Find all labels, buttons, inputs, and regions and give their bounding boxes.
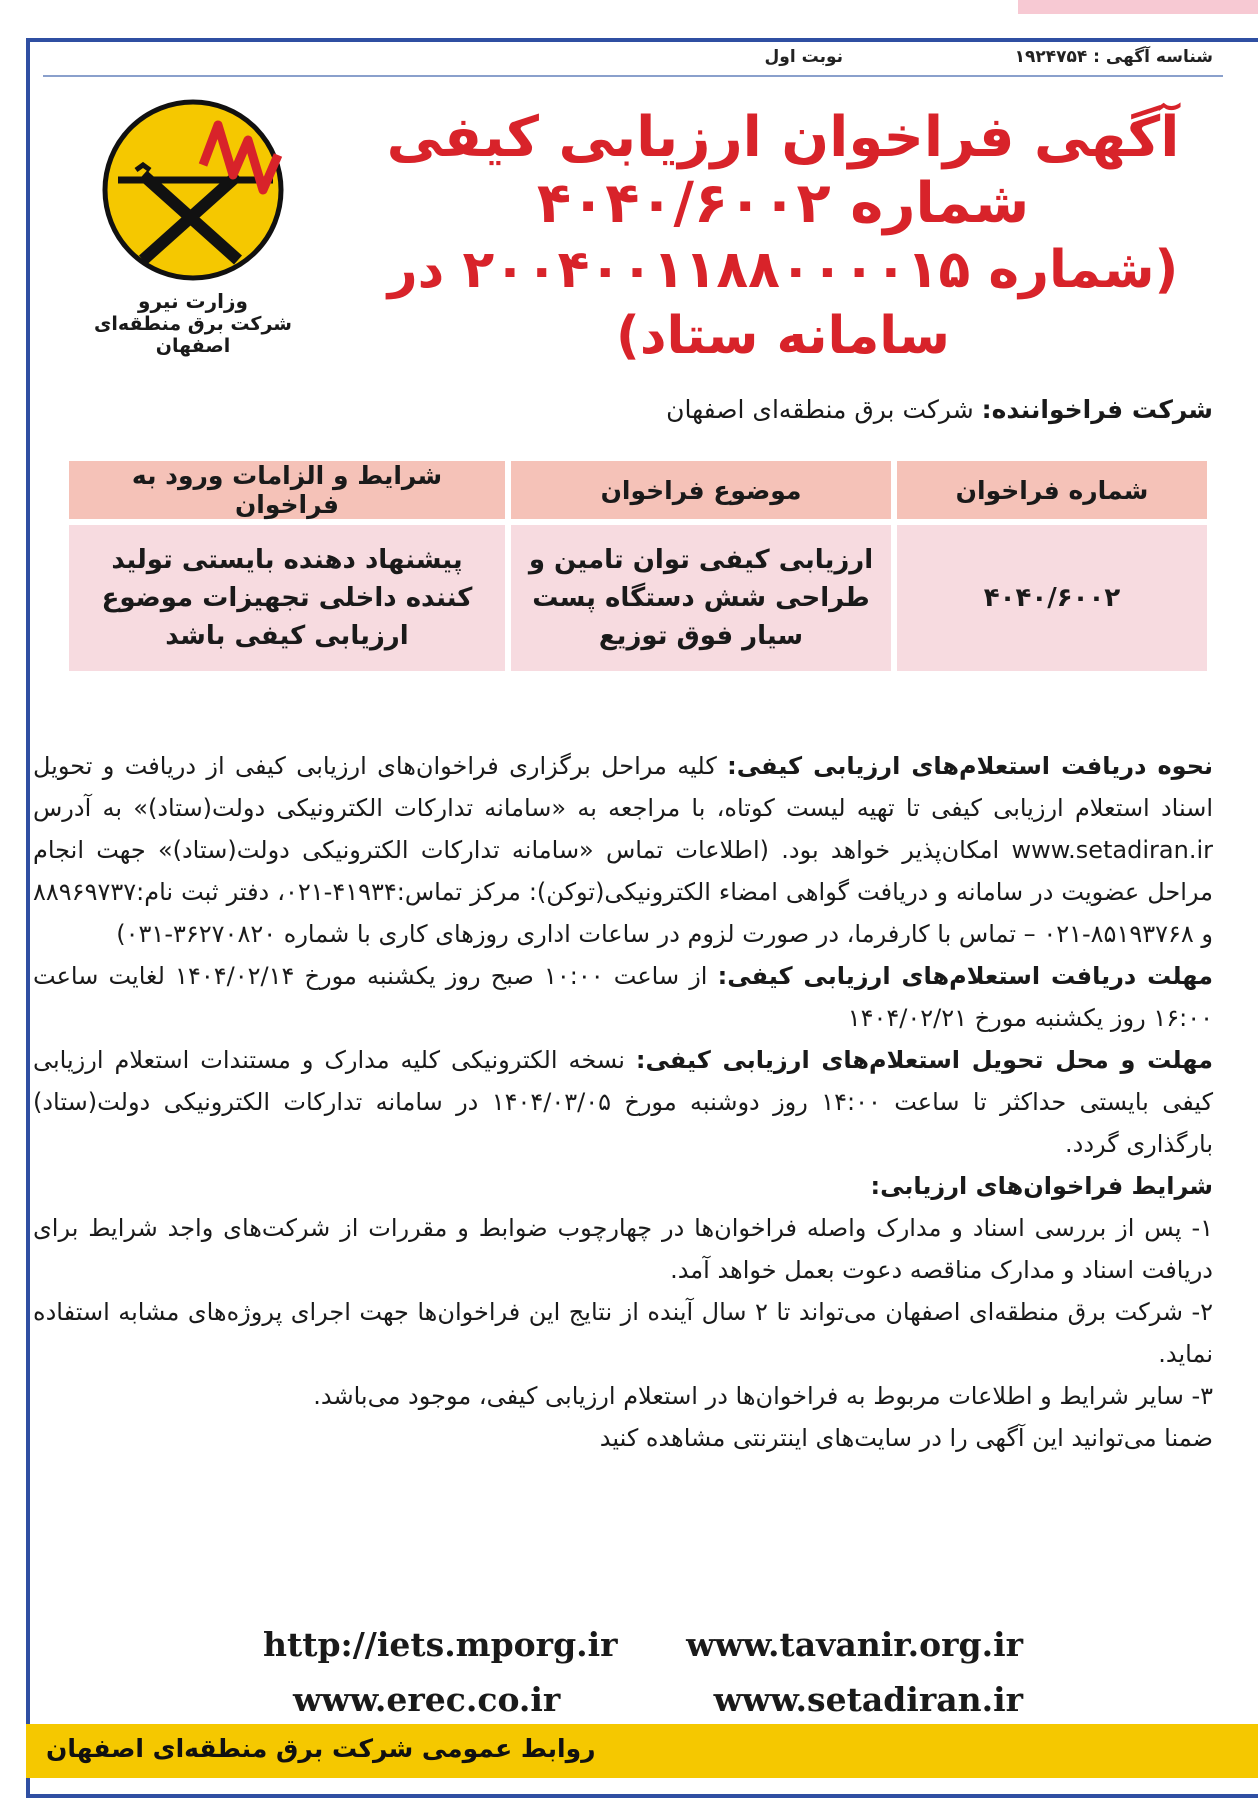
meta-divider xyxy=(43,75,1223,77)
logo-ministry: وزارت نیرو xyxy=(138,289,248,313)
websites-note: ضمنا می‌توانید این آگهی را در سایت‌های اینترنتی مشاهده کنید xyxy=(599,1424,1213,1452)
cell-number: ۴۰۴۰/۶۰۰۲ xyxy=(897,525,1207,671)
ad-title xyxy=(333,105,1233,369)
caller-value: شرکت برق منطقه‌ای اصفهان xyxy=(666,395,974,424)
top-highlight xyxy=(1018,0,1258,14)
condition-item: ۳- سایر شرایط و اطلاعات مربوط به فراخوان‌ها در استعلام ارزیابی کیفی، موجود می‌باشد. xyxy=(313,1382,1213,1410)
link-erec[interactable]: www.erec.co.ir xyxy=(293,1680,561,1719)
top-cropped-strip xyxy=(0,0,1258,14)
ad-meta xyxy=(43,47,1213,71)
condition-item: ۲- شرکت برق منطقه‌ای اصفهان می‌تواند تا ۲ سال آینده از نتایج این فراخوان‌ها جهت اجرای پروژه‌های مشابه استفاده نماید. xyxy=(33,1298,1214,1368)
deadline-title: مهلت دریافت استعلام‌های ارزیابی کیفی: xyxy=(717,962,1214,990)
header-conditions: شرایط و الزامات ورود به فراخوان xyxy=(69,461,505,519)
title-line-2: شماره ۴۰۴۰/۶۰۰۲ xyxy=(536,171,1030,236)
table-row xyxy=(69,525,1207,671)
receive-title: نحوه دریافت استعلام‌های ارزیابی کیفی: xyxy=(727,752,1213,780)
receive-paragraph xyxy=(33,745,1213,955)
header-number: شماره فراخوان xyxy=(897,461,1207,519)
ad-round: نوبت اول xyxy=(764,47,843,67)
table-header-row xyxy=(69,461,1207,519)
website-links xyxy=(93,1625,1193,1735)
title-line-1: آگهی فراخوان ارزیابی کیفی xyxy=(386,105,1180,170)
power-company-logo-icon xyxy=(88,95,298,285)
ad-body xyxy=(33,745,1213,1459)
header-subject: موضوع فراخوان xyxy=(511,461,891,519)
delivery-paragraph xyxy=(33,1039,1213,1165)
deadline-paragraph xyxy=(33,955,1213,1039)
footer-text: روابط عمومی شرکت برق منطقه‌ای اصفهان xyxy=(46,1734,596,1763)
conditions-title: شرایط فراخوان‌های ارزیابی: xyxy=(870,1172,1213,1200)
tender-table xyxy=(63,455,1213,677)
footer-bar xyxy=(26,1724,1258,1778)
cell-subject: ارزیابی کیفی توان تامین و طراحی شش دستگاه پست سیار فوق توزیع xyxy=(511,525,891,671)
cell-conditions: پیشنهاد دهنده بایستی تولید کننده داخلی تجهیزات موضوع ارزیابی کیفی باشد xyxy=(69,525,505,671)
caller-label: شرکت فراخواننده: xyxy=(981,395,1213,424)
delivery-text: نسخه الکترونیکی کلیه مدارک و مستندات استعلام ارزیابی کیفی بایستی حداکثر تا ساعت ۱۴:۰۰ روز دوشنبه مورخ ۱۴۰۴/۰۳/۰۵ در سامانه تدارکات الکترونیکی دولت(ستاد) بارگذاری گردد. xyxy=(33,1046,1214,1158)
ad-content xyxy=(33,45,1223,1723)
link-iets[interactable]: http://iets.mporg.ir xyxy=(263,1625,618,1664)
logo-company: شرکت برق منطقه‌ای اصفهان xyxy=(94,313,292,357)
logo-block xyxy=(58,95,328,357)
title-line-3: (شماره ۲۰۰۴۰۰۱۱۸۸۰۰۰۰۱۵ در سامانه ستاد) xyxy=(387,240,1179,366)
deadline-text: از ساعت ۱۰:۰۰ صبح روز یکشنبه مورخ ۱۴۰۴/۰۲/۱۴ لغایت ساعت ۱۶:۰۰ روز یکشنبه مورخ ۱۴۰۴/۰۲/۲۱ xyxy=(33,962,1213,1032)
caller-line xyxy=(666,395,1213,424)
receive-text: کلیه مراحل برگزاری فراخوان‌های ارزیابی کیفی از دریافت و تحویل اسناد استعلام ارزیابی کیفی تا تهیه لیست کوتاه، با مراجعه به «سامانه تدارکات الکترونیکی دولت(ستاد)» به آدرس www.setadiran.ir امکان‌پذیر خواهد بود. (اطلاعات تماس «سامانه تدارکات الکترونیکی دولت(ستاد)» جهت انجام مراحل عضویت در سامانه و دریافت گواهی امضاء الکترونیکی(توکن): مرکز تماس:۴۱۹۳۴-۰۲۱، دفتر ثبت نام:۸۸۹۶۹۷۳۷ و ۸۵۱۹۳۷۶۸-۰۲۱ – تماس با کارفرما، در صورت لزوم در ساعات اداری روزهای کاری با شماره ۳۶۲۷۰۸۲۰-۰۳۱) xyxy=(33,752,1213,948)
ad-id: شناسه آگهی : ۱۹۲۴۷۵۴ xyxy=(1014,47,1213,67)
link-setadiran[interactable]: www.setadiran.ir xyxy=(713,1680,1023,1719)
link-tavanir[interactable]: www.tavanir.org.ir xyxy=(686,1625,1023,1664)
condition-item: ۱- پس از بررسی اسناد و مدارک واصله فراخوان‌ها در چهارچوب ضوابط و مقررات از شرکت‌های واجد شرایط برای دریافت اسناد و مدارک مناقصه دعوت بعمل خواهد آمد. xyxy=(33,1214,1213,1284)
delivery-title: مهلت و محل تحویل استعلام‌های ارزیابی کیفی: xyxy=(635,1046,1214,1074)
